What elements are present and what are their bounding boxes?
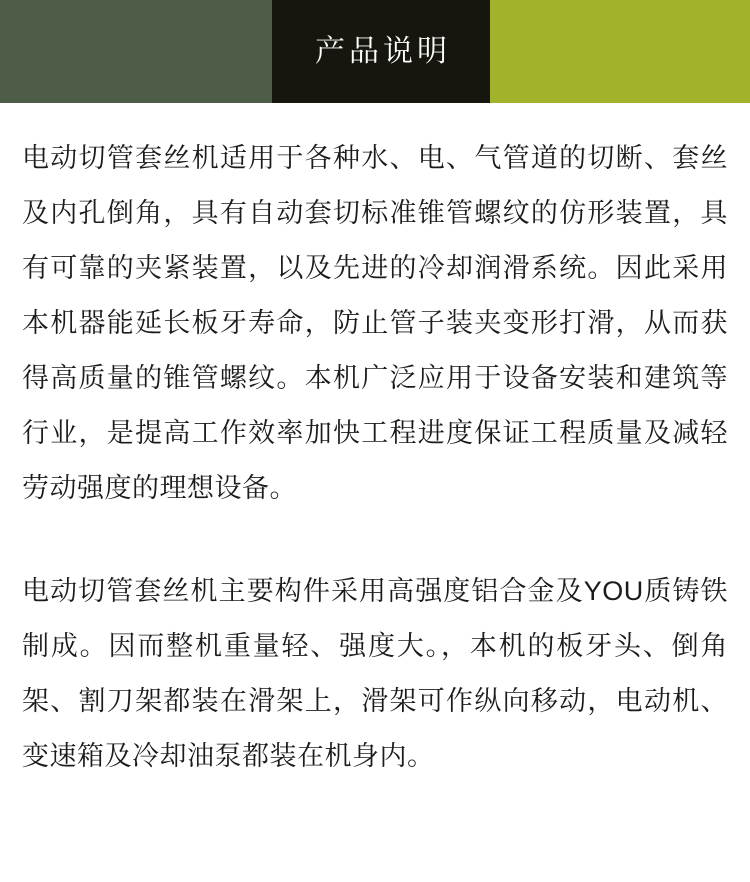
banner-right-block <box>490 0 750 103</box>
description-content <box>0 103 750 784</box>
description-paragraph-1: 电动切管套丝机适用于各种水、电、气管道的切断、套丝及内孔倒角，具有自动套切标准锥管螺纹的仿形装置，具有可靠的夹紧装置，以及先进的冷却润滑系统。因此采用本机器能延长板牙寿命，防止管子装夹变形打滑，从而获得高质量的锥管螺纹。本机广泛应用于设备安装和建筑等行业，是提高工作效率加快工程进度保证工程质量及减轻劳动强度的理想设备。 <box>22 143 728 503</box>
description-paragraph-2: 电动切管套丝机主要构件采用高强度铝合金及YOU质铸铁制成。因而整机重量轻、强度大。，本机的板牙头、倒角架、割刀架都装在滑架上，滑架可作纵向移动，电动机、变速箱及冷却油泵都装在机身内。 <box>22 576 728 771</box>
page-title: 产品说明 <box>315 34 451 68</box>
banner-left-block <box>0 0 272 103</box>
header-banner <box>0 0 750 103</box>
banner-title-block <box>272 0 490 103</box>
